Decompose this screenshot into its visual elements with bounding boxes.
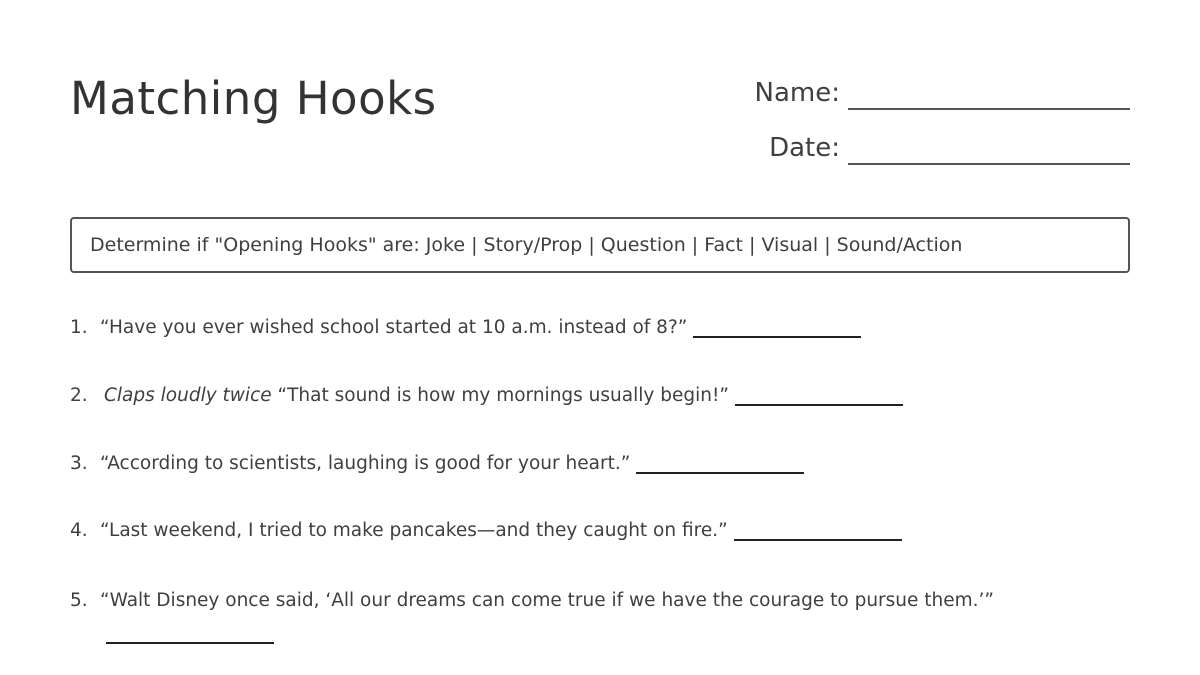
question-quote: “That sound is how my mornings usually begin!”: [277, 385, 729, 406]
name-row: [755, 76, 1130, 110]
question-number: 5.: [70, 590, 88, 611]
question-item-4: [70, 519, 902, 541]
question-item-5: [70, 590, 994, 611]
question-text: “Last weekend, I tried to make pancakes—and they caught on fire.”: [100, 520, 728, 541]
question-text: [100, 385, 729, 406]
answer-field-3[interactable]: [636, 452, 804, 474]
worksheet-title: Matching Hooks: [70, 72, 437, 125]
question-number: 2.: [70, 385, 88, 406]
question-item-2: [70, 384, 903, 406]
date-label: Date:: [769, 133, 840, 163]
question-item-3: [70, 452, 804, 474]
question-text: “Have you ever wished school started at 10 a.m. instead of 8?”: [100, 317, 688, 338]
answer-field-4[interactable]: [734, 519, 902, 541]
answer-field-2[interactable]: [735, 384, 903, 406]
answer-field-1[interactable]: [693, 316, 861, 338]
instructions-box: [70, 217, 1130, 273]
question-number: 3.: [70, 453, 88, 474]
question-text: “Walt Disney once said, ‘All our dreams can come true if we have the courage to pursue them.’”: [100, 590, 995, 611]
name-field[interactable]: [848, 76, 1130, 110]
name-label: Name:: [754, 78, 840, 108]
date-row: [769, 131, 1130, 165]
question-item-1: [70, 316, 861, 338]
question-number: 1.: [70, 317, 88, 338]
date-field[interactable]: [848, 131, 1130, 165]
answer-field-5[interactable]: [106, 622, 274, 644]
stage-direction: Claps loudly twice: [104, 385, 272, 406]
instructions-text: Determine if "Opening Hooks" are: Joke | Story/Prop | Question | Fact | Visual | Sound/Action: [90, 234, 963, 256]
question-number: 4.: [70, 520, 88, 541]
question-text: “According to scientists, laughing is good for your heart.”: [100, 453, 631, 474]
